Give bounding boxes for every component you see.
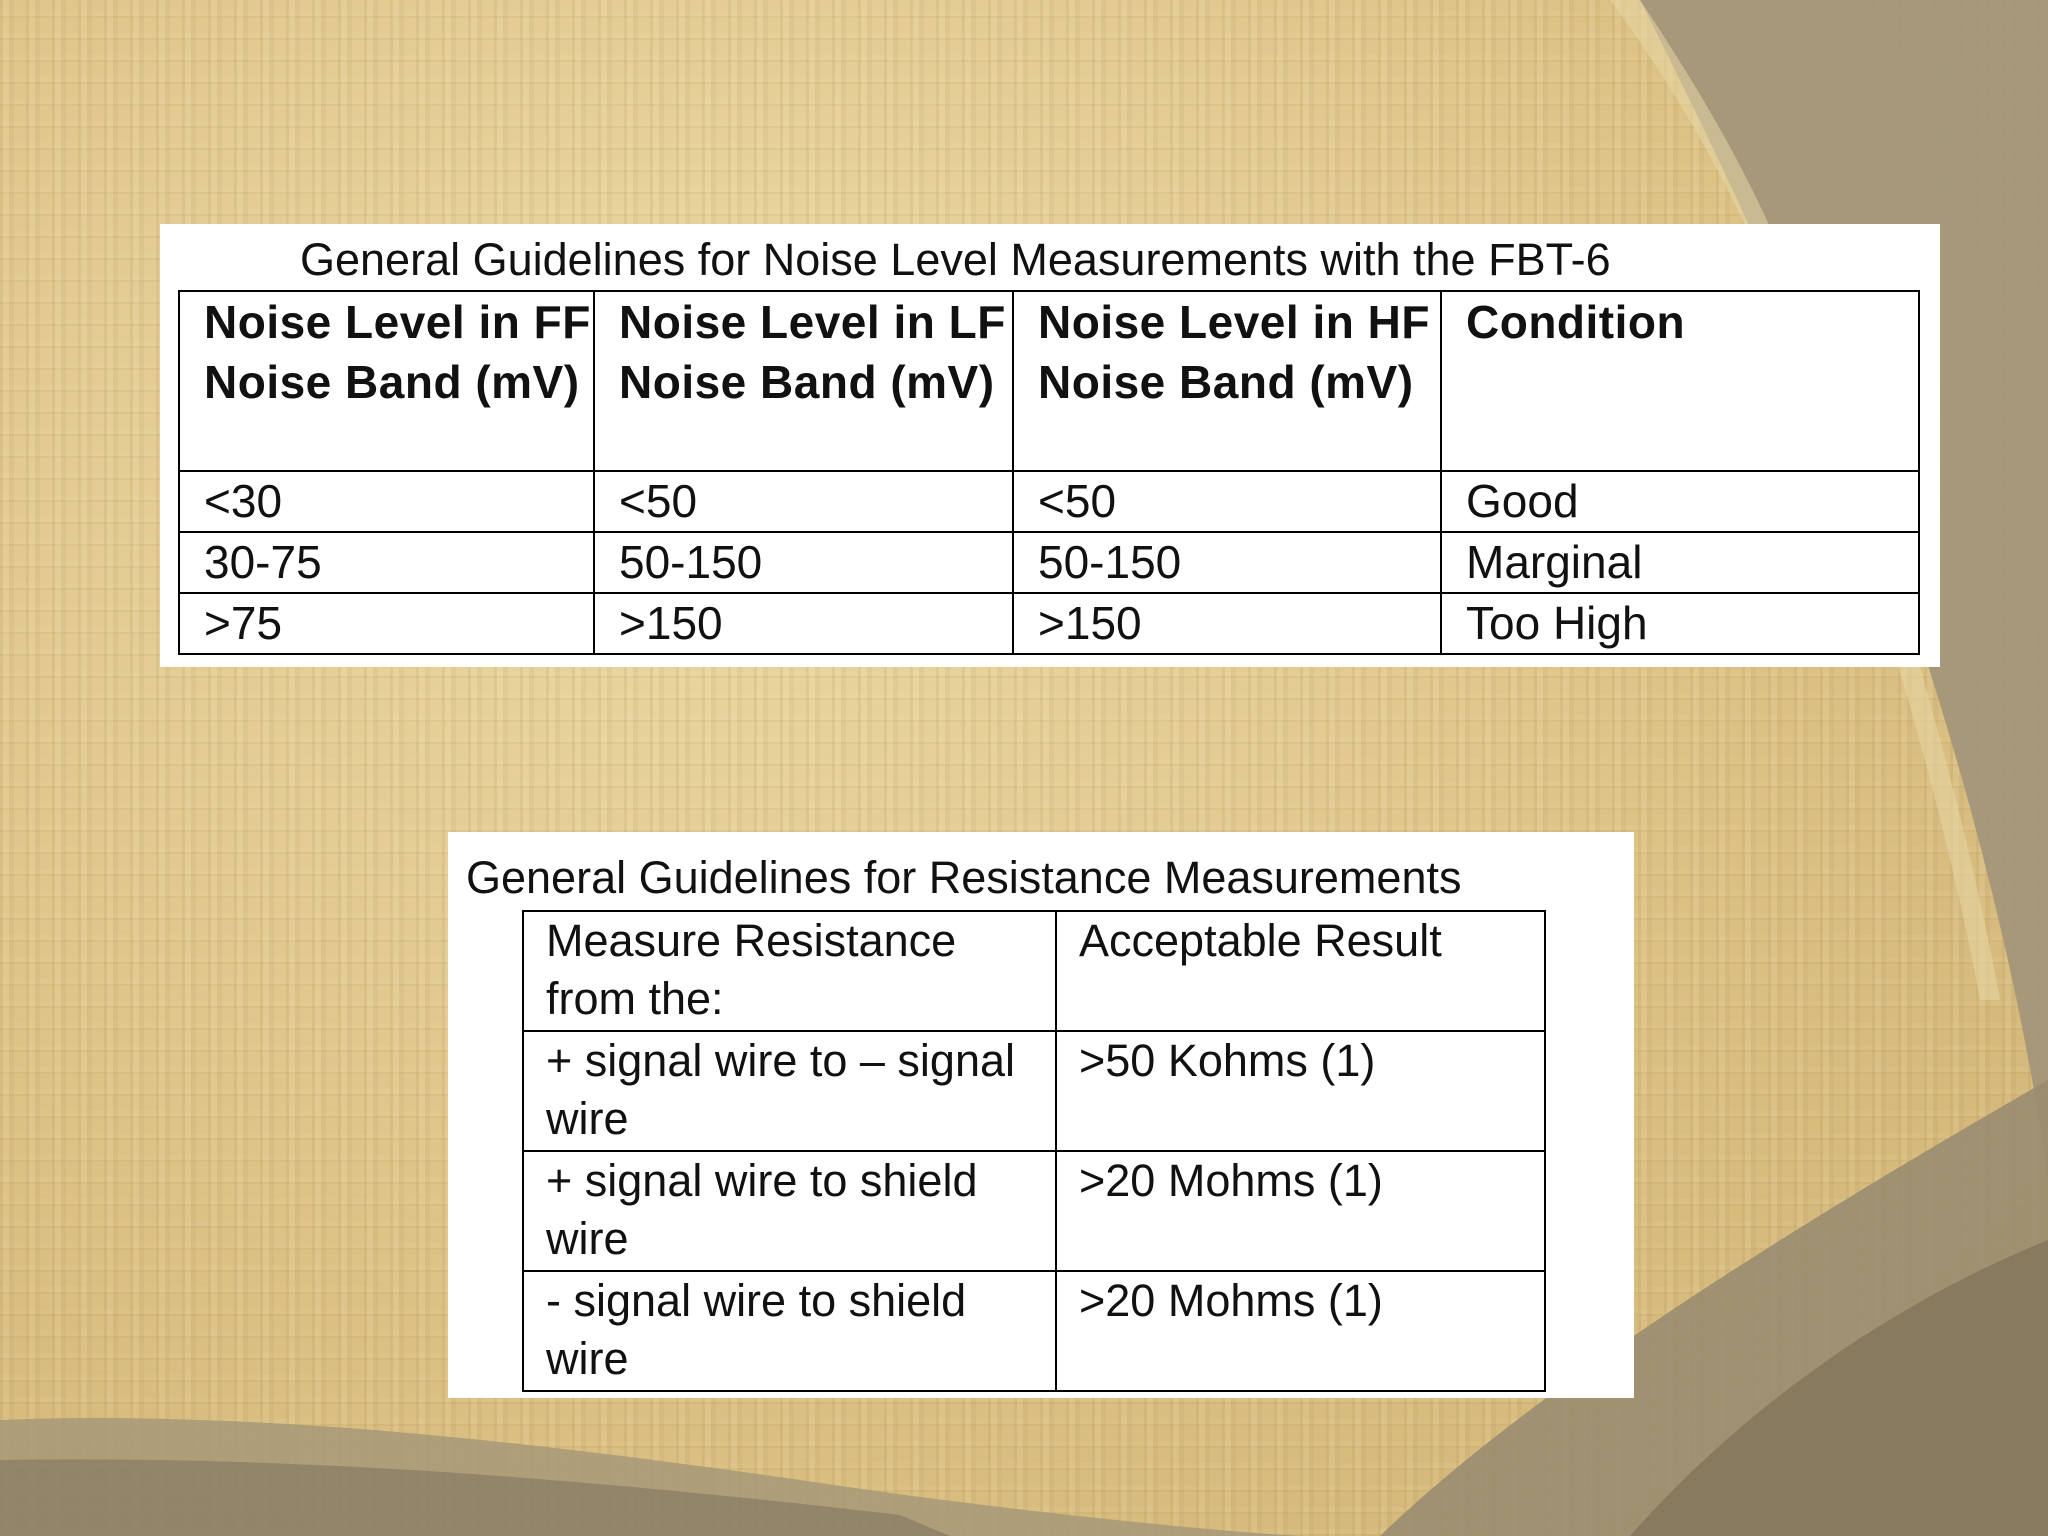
- table-row: [523, 1271, 1545, 1391]
- table-row: [179, 593, 1919, 654]
- header-acceptable-result: Acceptable Result: [1056, 911, 1545, 1031]
- table-cell: <50: [594, 471, 1013, 532]
- table-cell: - signal wire to shield wire: [523, 1271, 1056, 1391]
- header-measure-from: Measure Resistance from the:: [523, 911, 1056, 1031]
- resistance-table: [522, 910, 1546, 1392]
- table-cell: 50-150: [594, 532, 1013, 593]
- table-cell: + signal wire to – signal wire: [523, 1031, 1056, 1151]
- header-hf-noise: Noise Level in HF Noise Band (mV): [1013, 291, 1441, 471]
- table-cell: + signal wire to shield wire: [523, 1151, 1056, 1271]
- noise-level-table: [178, 290, 1920, 655]
- table-row: [179, 532, 1919, 593]
- table-cell: Too High: [1441, 593, 1919, 654]
- table-cell: >20 Mohms (1): [1056, 1271, 1545, 1391]
- header-condition: Condition: [1441, 291, 1919, 471]
- table-header-row: [523, 911, 1545, 1031]
- header-lf-noise: Noise Level in LF Noise Band (mV): [594, 291, 1013, 471]
- table-cell: >75: [179, 593, 594, 654]
- resistance-table-title: General Guidelines for Resistance Measurements: [466, 852, 1462, 903]
- noise-table-title: General Guidelines for Noise Level Measurements with the FBT-6: [300, 234, 1611, 285]
- table-cell: <50: [1013, 471, 1441, 532]
- header-ff-noise: Noise Level in FF Noise Band (mV): [179, 291, 594, 471]
- table-cell: >50 Kohms (1): [1056, 1031, 1545, 1151]
- table-cell: Marginal: [1441, 532, 1919, 593]
- table-row: [523, 1151, 1545, 1271]
- table-row: [523, 1031, 1545, 1151]
- table-cell: 30-75: [179, 532, 594, 593]
- table-row: [179, 471, 1919, 532]
- table-cell: >150: [1013, 593, 1441, 654]
- table-cell: 50-150: [1013, 532, 1441, 593]
- table-cell: <30: [179, 471, 594, 532]
- table-cell: >150: [594, 593, 1013, 654]
- table-cell: >20 Mohms (1): [1056, 1151, 1545, 1271]
- table-cell: Good: [1441, 471, 1919, 532]
- resistance-guidelines-panel: [448, 832, 1634, 1398]
- noise-guidelines-panel: [160, 224, 1940, 667]
- table-header-row: [179, 291, 1919, 471]
